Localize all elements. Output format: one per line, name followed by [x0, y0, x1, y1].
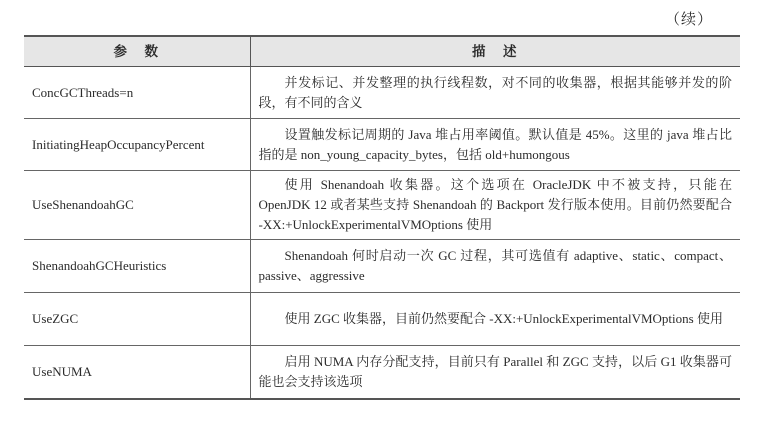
parameter-name: ShenandoahGCHeuristics	[24, 240, 250, 293]
parameter-table	[24, 35, 740, 400]
table-row	[24, 171, 740, 240]
parameter-description: 启用 NUMA 内存分配支持，目前只有 Parallel 和 ZGC 支持，以后 G1 收集器可能也会支持该选项	[250, 346, 740, 400]
parameter-description: 使用 Shenandoah 收集器。这个选项在 OracleJDK 中不被支持，只能在 OpenJDK 12 或者某些支持 Shenandoah 的 Backport 发行版本使用。目前仍然要配合 -XX:+UnlockExperimentalVMOptions 使用	[250, 171, 740, 240]
parameter-name: UseZGC	[24, 293, 250, 346]
parameter-name: UseShenandoahGC	[24, 171, 250, 240]
parameter-name: ConcGCThreads=n	[24, 67, 250, 119]
parameter-description: 使用 ZGC 收集器，目前仍然要配合 -XX:+UnlockExperimentalVMOptions 使用	[250, 293, 740, 346]
table-row	[24, 67, 740, 119]
parameter-name: UseNUMA	[24, 346, 250, 400]
continued-label: （续）	[664, 12, 713, 28]
header-parameter: 参 数	[24, 36, 250, 67]
parameter-description: 并发标记、并发整理的执行线程数，对不同的收集器，根据其能够并发的阶段，有不同的含义	[250, 67, 740, 119]
parameter-description: 设置触发标记周期的 Java 堆占用率阈值。默认值是 45%。这里的 java 堆占比指的是 non_young_capacity_bytes，包括 old+humongous	[250, 119, 740, 171]
table-row	[24, 293, 740, 346]
table-header-row	[24, 36, 740, 67]
table-row	[24, 346, 740, 400]
table-row	[24, 119, 740, 171]
header-description: 描 述	[250, 36, 740, 67]
table-row	[24, 240, 740, 293]
parameter-description: Shenandoah 何时启动一次 GC 过程，其可选值有 adaptive、static、compact、passive、aggressive	[250, 240, 740, 293]
parameter-name: InitiatingHeapOccupancyPercent	[24, 119, 250, 171]
